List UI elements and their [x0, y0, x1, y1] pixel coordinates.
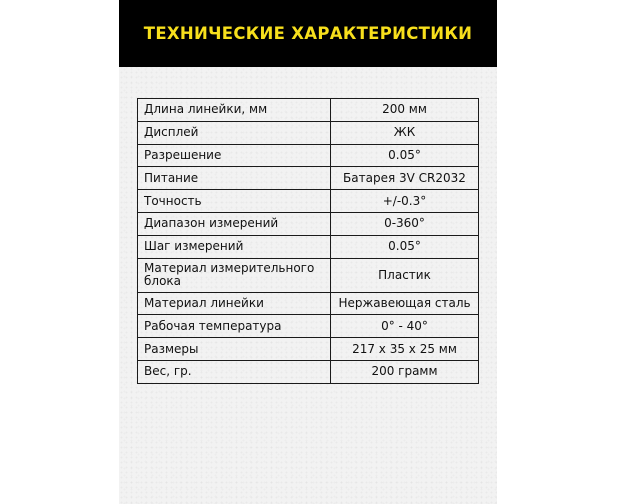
spec-value: +/-0.3°: [331, 190, 479, 213]
spec-name: Длина линейки, мм: [138, 99, 331, 122]
table-row: [138, 235, 479, 258]
spec-value: 0-360°: [331, 212, 479, 235]
spec-value: 0.05°: [331, 235, 479, 258]
spec-name: Размеры: [138, 338, 331, 361]
spec-value: 200 мм: [331, 99, 479, 122]
table-row: [138, 315, 479, 338]
spec-name: Материал измерительного блока: [138, 258, 331, 292]
table-row: [138, 167, 479, 190]
table-row: [138, 144, 479, 167]
spec-value: ЖК: [331, 121, 479, 144]
spec-table: [137, 98, 479, 384]
spec-value: 200 грамм: [331, 360, 479, 383]
spec-value: 0° - 40°: [331, 315, 479, 338]
table-row: [138, 190, 479, 213]
spec-name: Вес, гр.: [138, 360, 331, 383]
spec-name: Диапазон измерений: [138, 212, 331, 235]
spec-name: Точность: [138, 190, 331, 213]
table-row: [138, 99, 479, 122]
table-row: [138, 258, 479, 292]
spec-name: Питание: [138, 167, 331, 190]
spec-value: Батарея 3V CR2032: [331, 167, 479, 190]
table-row: [138, 292, 479, 315]
table-row: [138, 212, 479, 235]
spec-name: Рабочая температура: [138, 315, 331, 338]
spec-value: Пластик: [331, 258, 479, 292]
table-row: [138, 121, 479, 144]
spec-value: 217 х 35 х 25 мм: [331, 338, 479, 361]
table-row: [138, 360, 479, 383]
spec-name: Шаг измерений: [138, 235, 331, 258]
spec-card: [119, 0, 497, 504]
table-row: [138, 338, 479, 361]
header-banner: [119, 0, 497, 67]
spec-name: Материал линейки: [138, 292, 331, 315]
spec-value: 0.05°: [331, 144, 479, 167]
spec-name: Дисплей: [138, 121, 331, 144]
spec-value: Нержавеющая сталь: [331, 292, 479, 315]
spec-name: Разрешение: [138, 144, 331, 167]
page-title: ТЕХНИЧЕСКИЕ ХАРАКТЕРИСТИКИ: [143, 24, 473, 43]
